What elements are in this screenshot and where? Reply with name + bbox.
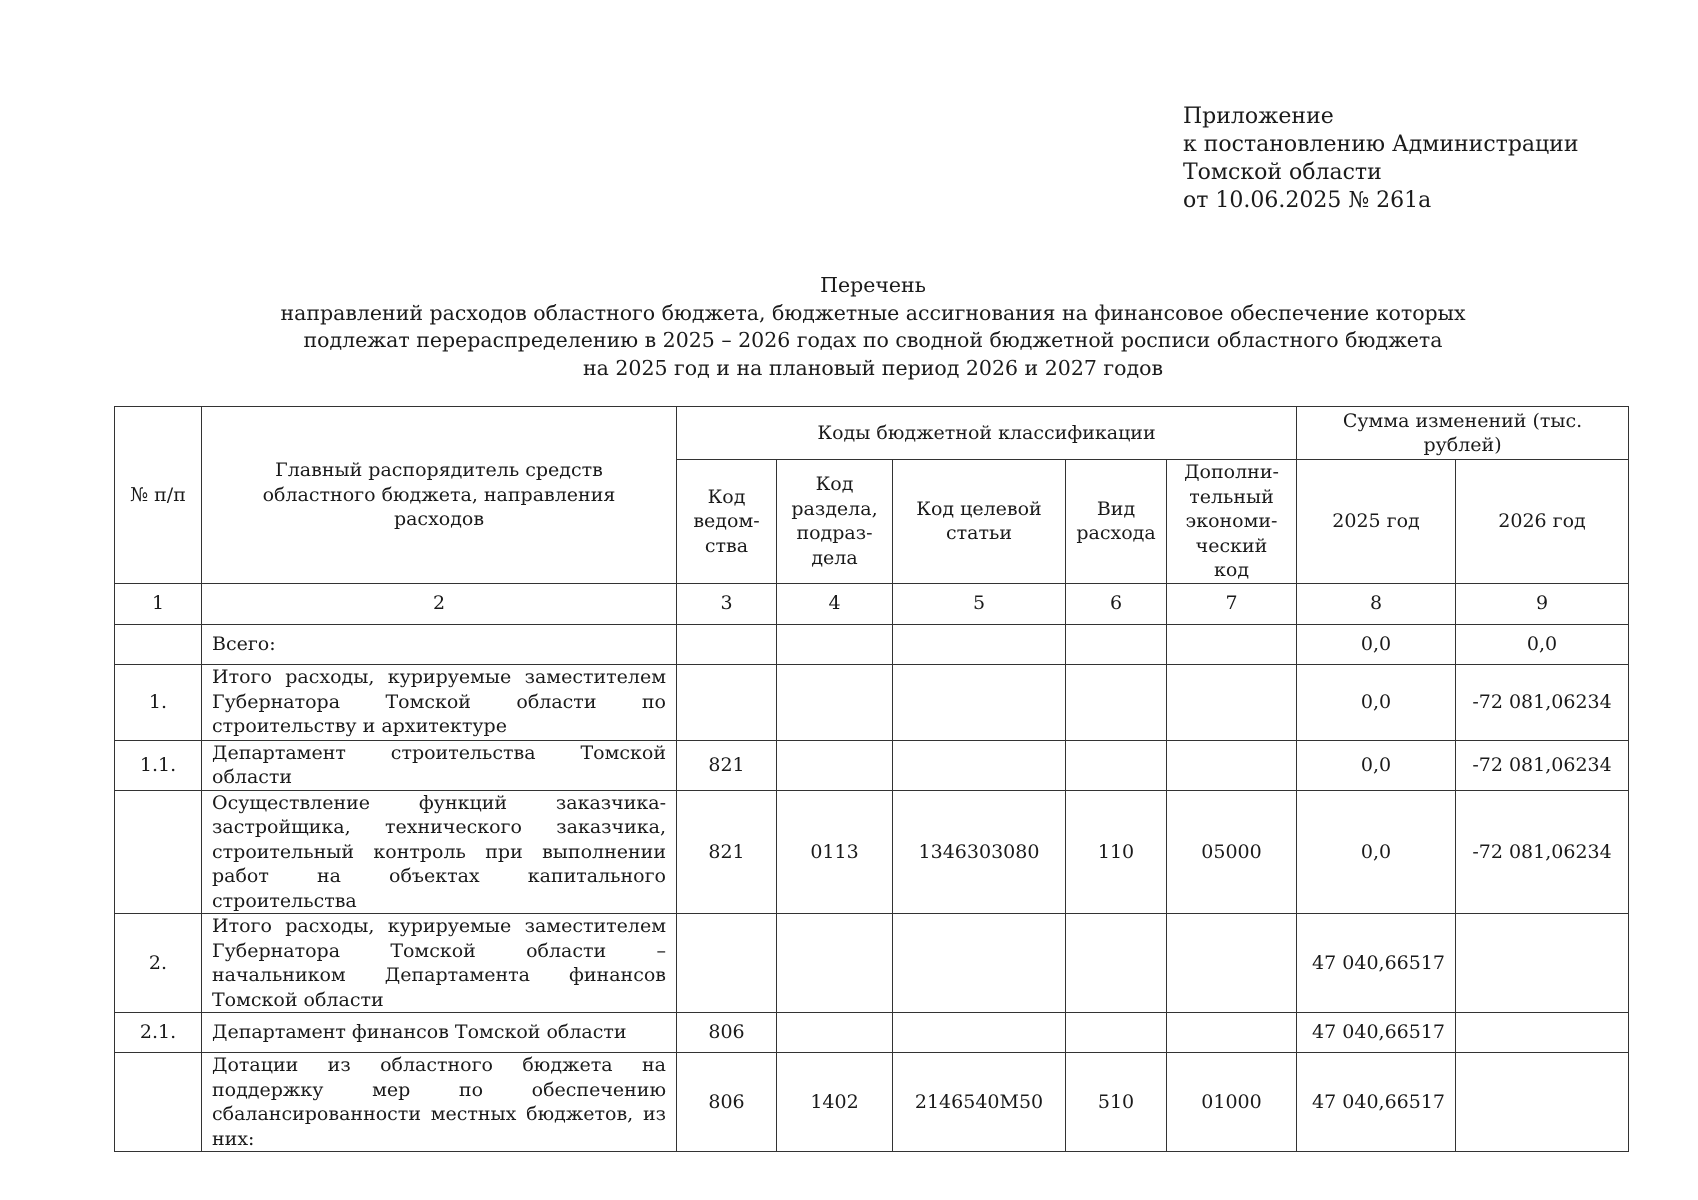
row-vedom: [677, 914, 777, 1013]
table-row: [115, 624, 1629, 664]
row-vedom: 806: [677, 1053, 777, 1152]
row-2025: 47 040,66517: [1297, 1013, 1456, 1053]
appendix-line: Томской области: [1183, 160, 1382, 185]
row-celevoy: 1346303080: [893, 790, 1066, 914]
appendix-line: Приложение: [1183, 104, 1334, 129]
row-vedom: 821: [677, 790, 777, 914]
row-dop: 05000: [1167, 790, 1297, 914]
row-dop: [1167, 914, 1297, 1013]
column-index: 3: [677, 583, 777, 624]
column-index: 5: [893, 583, 1066, 624]
column-index: 2: [202, 583, 677, 624]
table-row: [115, 914, 1629, 1013]
header-codes-group: Коды бюджетной классификации: [677, 407, 1297, 460]
row-celevoy: [893, 740, 1066, 790]
row-2026: [1456, 914, 1629, 1013]
row-dop: [1167, 664, 1297, 740]
table-row: [115, 740, 1629, 790]
row-celevoy: [893, 664, 1066, 740]
row-dop: [1167, 624, 1297, 664]
row-vid: [1066, 624, 1167, 664]
row-2026: -72 081,06234: [1456, 790, 1629, 914]
row-razdel: [777, 1013, 893, 1053]
column-index: 7: [1167, 583, 1297, 624]
row-dop: 01000: [1167, 1053, 1297, 1152]
appendix-date-number: от 10.06.2025 № 261а: [1183, 188, 1432, 213]
row-name: Всего:: [202, 624, 677, 664]
row-2026: -72 081,06234: [1456, 740, 1629, 790]
row-vedom: [677, 664, 777, 740]
header-vedom: Код ведом-ства: [677, 460, 777, 584]
row-celevoy: [893, 624, 1066, 664]
row-2025: 0,0: [1297, 790, 1456, 914]
column-index: 6: [1066, 583, 1167, 624]
table-row: [115, 1053, 1629, 1152]
row-celevoy: 2146540М50: [893, 1053, 1066, 1152]
row-razdel: [777, 624, 893, 664]
row-dop: [1167, 1013, 1297, 1053]
row-name: Дотации из областного бюджета на поддержку мер по обеспечению сбалансированности местных бюджетов, из них:: [202, 1053, 677, 1152]
row-celevoy: [893, 1013, 1066, 1053]
column-index: 4: [777, 583, 893, 624]
row-celevoy: [893, 914, 1066, 1013]
row-2025: 0,0: [1297, 740, 1456, 790]
header-dop: Дополни-тельный экономи-ческий код: [1167, 460, 1297, 584]
row-vid: [1066, 740, 1167, 790]
column-index-row: [115, 583, 1629, 624]
row-num: [115, 1053, 202, 1152]
row-num: [115, 624, 202, 664]
row-2025: 47 040,66517: [1297, 914, 1456, 1013]
row-name: Департамент строительства Томской области: [202, 740, 677, 790]
row-num: 1.: [115, 664, 202, 740]
row-razdel: [777, 664, 893, 740]
row-razdel: [777, 740, 893, 790]
row-razdel: [777, 914, 893, 1013]
row-razdel: 1402: [777, 1053, 893, 1152]
row-2025: 0,0: [1297, 664, 1456, 740]
row-2026: [1456, 1053, 1629, 1152]
row-vid: [1066, 914, 1167, 1013]
table-row: [115, 664, 1629, 740]
header-razdel: Код раздела, подраз-дела: [777, 460, 893, 584]
row-vid: [1066, 664, 1167, 740]
row-2026: 0,0: [1456, 624, 1629, 664]
title-line: подлежат перераспределению в 2025 – 2026 годах по сводной бюджетной росписи областного бюджета: [303, 328, 1443, 352]
row-num: 1.1.: [115, 740, 202, 790]
row-2026: [1456, 1013, 1629, 1053]
appendix-line: к постановлению Администрации: [1183, 132, 1579, 157]
column-index: 1: [115, 583, 202, 624]
row-num: 2.1.: [115, 1013, 202, 1053]
column-index: 8: [1297, 583, 1456, 624]
header-main: Главный распорядитель средств областного бюджета, направления расходов: [202, 407, 677, 584]
row-vedom: 806: [677, 1013, 777, 1053]
row-num: 2.: [115, 914, 202, 1013]
row-name: Департамент финансов Томской области: [202, 1013, 677, 1053]
header-sum-group: Сумма изменений (тыс. рублей): [1297, 407, 1629, 460]
row-num: [115, 790, 202, 914]
budget-table: [114, 406, 1629, 1152]
header-vid: Вид расхода: [1066, 460, 1167, 584]
document-title: [114, 272, 1632, 382]
row-2025: 0,0: [1297, 624, 1456, 664]
column-index: 9: [1456, 583, 1629, 624]
row-name: Осуществление функций заказчика-застройщика, технического заказчика, строительный контроль при выполнении работ на объектах капитального строительства: [202, 790, 677, 914]
row-vedom: [677, 624, 777, 664]
row-name: Итого расходы, курируемые заместителем Губернатора Томской области по строительству и архитектуре: [202, 664, 677, 740]
title-line: направлений расходов областного бюджета, бюджетные ассигнования на финансовое обеспечение которых: [280, 300, 1466, 325]
table-row: [115, 790, 1629, 914]
row-2026: -72 081,06234: [1456, 664, 1629, 740]
header-celevoy: Код целевой статьи: [893, 460, 1066, 584]
appendix-block: [1183, 103, 1579, 215]
row-razdel: 0113: [777, 790, 893, 914]
header-2026: 2026 год: [1456, 460, 1629, 584]
title-heading: Перечень: [820, 273, 926, 297]
title-line: на 2025 год и на плановый период 2026 и 2027 годов: [582, 355, 1164, 380]
row-name: Итого расходы, курируемые заместителем Губернатора Томской области – начальником Департамента финансов Томской области: [202, 914, 677, 1013]
row-dop: [1167, 740, 1297, 790]
row-vedom: 821: [677, 740, 777, 790]
row-vid: 510: [1066, 1053, 1167, 1152]
header-num: № п/п: [115, 407, 202, 584]
row-2025: 47 040,66517: [1297, 1053, 1456, 1152]
header-2025: 2025 год: [1297, 460, 1456, 584]
row-vid: [1066, 1013, 1167, 1053]
row-vid: 110: [1066, 790, 1167, 914]
table-row: [115, 1013, 1629, 1053]
